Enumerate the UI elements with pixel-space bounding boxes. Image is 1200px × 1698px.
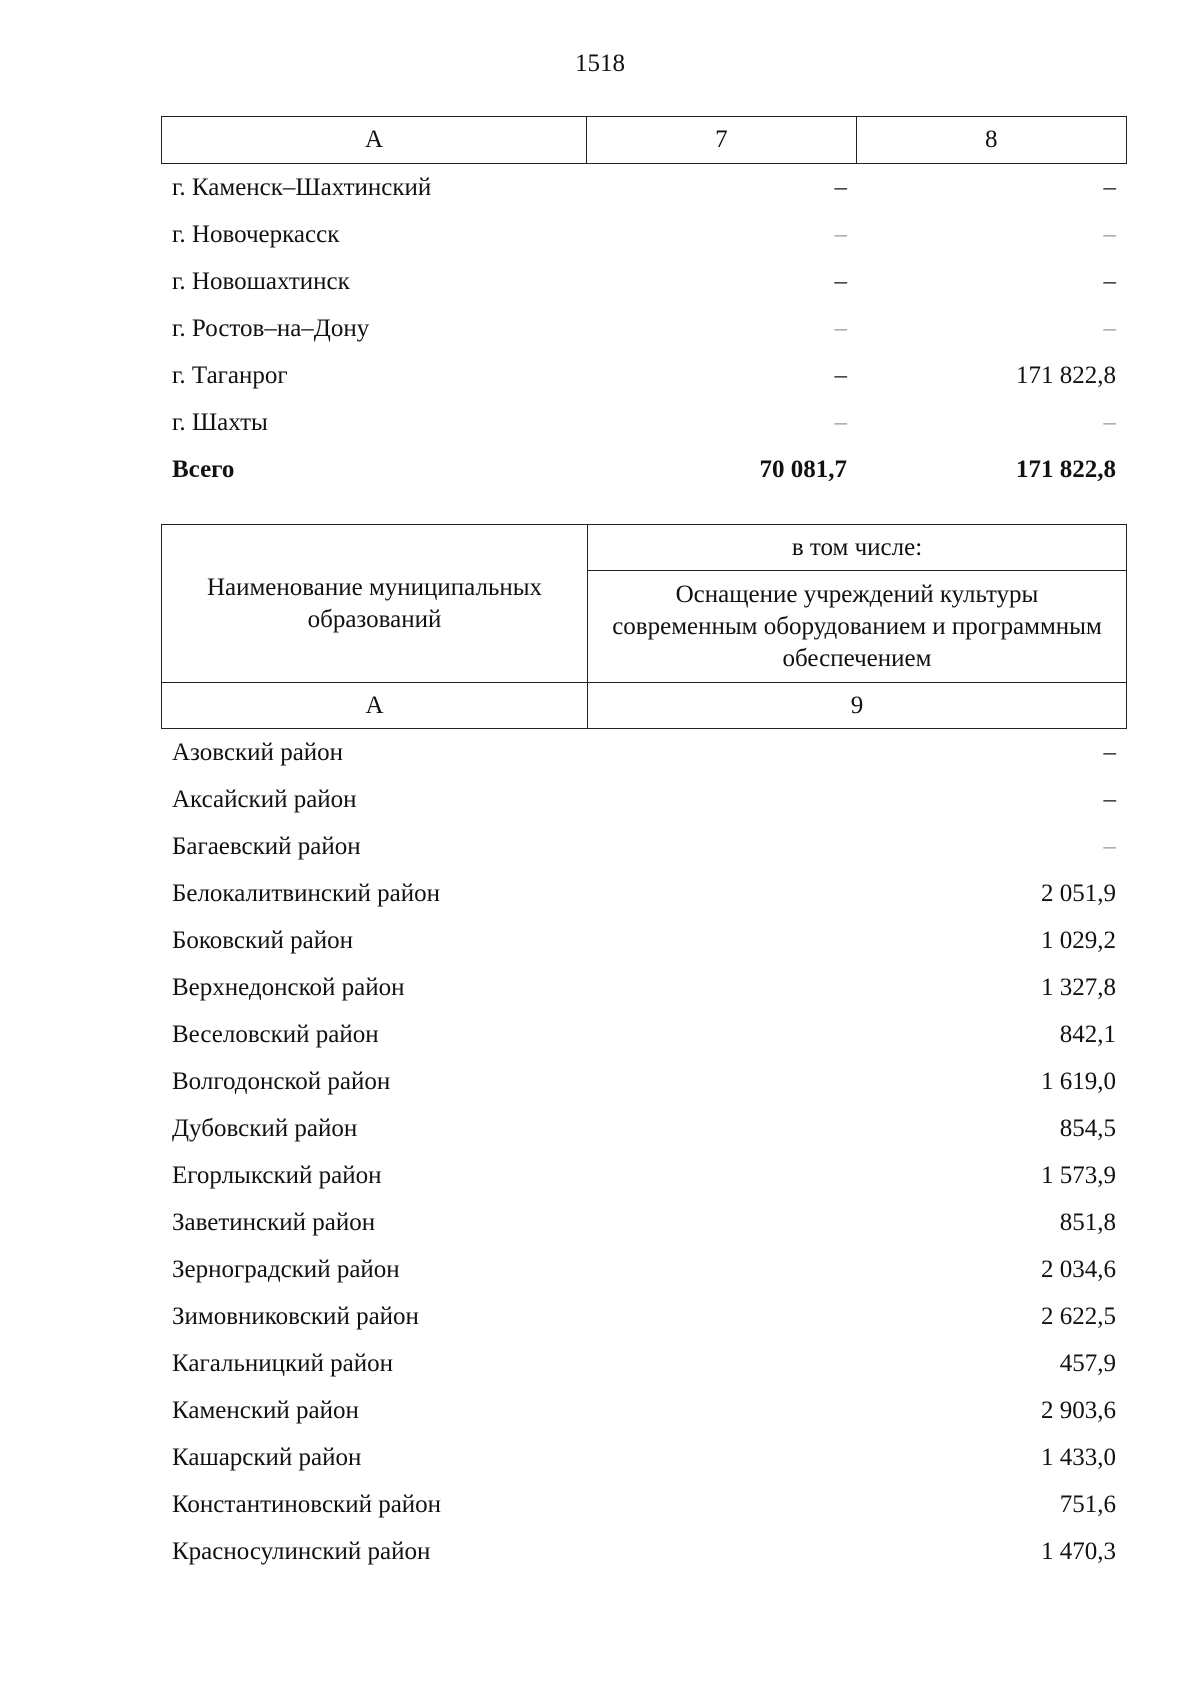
row-name: Каменский район <box>172 1396 359 1424</box>
row-name: Кашарский район <box>172 1443 362 1471</box>
table2-header-description: Оснащение учреждений культуры современным оборудованием и программным обеспечением <box>612 580 1102 672</box>
table-row <box>161 870 1127 917</box>
table-row <box>161 258 1127 305</box>
table-row <box>161 1387 1127 1434</box>
table1-header-a: А <box>162 117 587 163</box>
table1-header <box>161 116 1127 164</box>
row-value-7: – <box>834 267 847 295</box>
table-row <box>161 1058 1127 1105</box>
table-row <box>161 964 1127 1011</box>
table-row <box>161 917 1127 964</box>
table-row <box>161 1528 1127 1575</box>
total-row <box>161 446 1127 493</box>
row-name: Азовский район <box>172 738 344 766</box>
table2-header-including: в том числе: <box>588 525 1126 571</box>
row-name: г. Каменск–Шахтинский <box>172 173 432 201</box>
row-value-9: 2 034,6 <box>1041 1255 1116 1283</box>
row-name: Верхнедонской район <box>172 973 405 1001</box>
row-name: Белокалитвинский район <box>172 879 440 907</box>
page-number: 1518 <box>575 50 625 77</box>
table-row <box>161 352 1127 399</box>
row-value-9: 2 903,6 <box>1041 1396 1116 1424</box>
row-name: г. Новочеркасск <box>172 220 340 248</box>
table-row <box>161 211 1127 258</box>
table-row <box>161 823 1127 870</box>
row-value-7: – <box>834 220 847 248</box>
row-value-8: – <box>1103 220 1116 248</box>
row-name: Константиновский район <box>172 1490 442 1518</box>
total-value-7: 70 081,7 <box>759 455 847 483</box>
row-value-8: 171 822,8 <box>1016 361 1116 389</box>
row-name: Зерноградский район <box>172 1255 400 1283</box>
row-name: Багаевский район <box>172 832 361 860</box>
row-name: г. Новошахтинск <box>172 267 350 295</box>
row-value-9: 1 029,2 <box>1041 926 1116 954</box>
table-row <box>161 1246 1127 1293</box>
row-value-9: – <box>1103 832 1116 860</box>
row-name: г. Таганрог <box>172 361 288 389</box>
row-value-8: – <box>1103 314 1116 342</box>
table2-header <box>161 524 1127 729</box>
table-row <box>161 1434 1127 1481</box>
row-value-9: – <box>1103 738 1116 766</box>
row-name: Волгодонской район <box>172 1067 391 1095</box>
row-value-7: – <box>834 408 847 436</box>
row-value-9: – <box>1103 785 1116 813</box>
row-name: Заветинский район <box>172 1208 376 1236</box>
row-value-9: 842,1 <box>1059 1020 1116 1048</box>
row-value-9: 1 433,0 <box>1041 1443 1116 1471</box>
row-value-7: – <box>834 361 847 389</box>
table1-body <box>161 164 1127 493</box>
table-row <box>161 1481 1127 1528</box>
row-value-9: 1 573,9 <box>1041 1161 1116 1189</box>
row-name: г. Ростов–на–Дону <box>172 314 370 342</box>
table-row <box>161 305 1127 352</box>
table-row <box>161 1011 1127 1058</box>
table2-header-a: А <box>162 682 588 728</box>
table-row <box>161 399 1127 446</box>
table1-header-8: 8 <box>985 126 998 153</box>
table-row <box>161 1152 1127 1199</box>
table-row <box>161 1105 1127 1152</box>
row-name: Дубовский район <box>172 1114 358 1142</box>
row-value-9: 751,6 <box>1059 1490 1116 1518</box>
table2-body <box>161 729 1127 1575</box>
row-value-9: 851,8 <box>1059 1208 1116 1236</box>
row-name: г. Шахты <box>172 408 268 436</box>
table-row <box>161 1199 1127 1246</box>
row-value-7: – <box>834 173 847 201</box>
table2-header-9: 9 <box>588 682 1126 728</box>
row-value-9: 854,5 <box>1059 1114 1116 1142</box>
row-value-8: – <box>1103 408 1116 436</box>
table-row <box>161 1340 1127 1387</box>
table2-header-name: Наименование муниципальных образований <box>162 525 588 682</box>
total-value-8: 171 822,8 <box>1016 455 1116 483</box>
row-value-9: 1 470,3 <box>1041 1537 1116 1565</box>
row-name: Зимовниковский район <box>172 1302 419 1330</box>
row-value-9: 457,9 <box>1059 1349 1116 1377</box>
total-label: Всего <box>172 455 235 483</box>
row-value-9: 2 622,5 <box>1041 1302 1116 1330</box>
row-value-9: 2 051,9 <box>1041 879 1116 907</box>
row-name: Аксайский район <box>172 785 357 813</box>
row-value-9: 1 619,0 <box>1041 1067 1116 1095</box>
table1-header-7: 7 <box>587 117 856 163</box>
row-value-8: – <box>1103 267 1116 295</box>
row-name: Кагальницкий район <box>172 1349 394 1377</box>
table-row <box>161 164 1127 211</box>
table-row <box>161 729 1127 776</box>
row-name: Веселовский район <box>172 1020 379 1048</box>
row-name: Боковский район <box>172 926 353 954</box>
row-value-8: – <box>1103 173 1116 201</box>
table-row <box>161 1293 1127 1340</box>
row-name: Красносулинский район <box>172 1537 431 1565</box>
row-value-7: – <box>834 314 847 342</box>
row-value-9: 1 327,8 <box>1041 973 1116 1001</box>
table-row <box>161 776 1127 823</box>
row-name: Егорлыкский район <box>172 1161 382 1189</box>
